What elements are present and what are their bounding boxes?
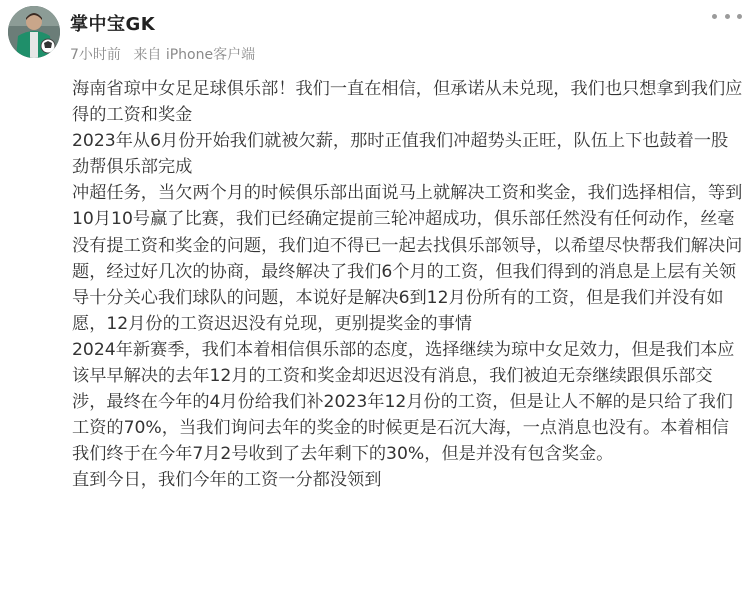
avatar[interactable] (8, 6, 60, 58)
post-paragraph: 2023年从6月份开始我们就被欠薪，那时正值我们冲超势头正旺，队伍上下也鼓着一股劲帮俱乐部完成 (72, 131, 729, 178)
post-paragraph: 冲超任务，当欠两个月的时候俱乐部出面说马上就解决工资和奖金，我们选择相信，等到10月10号赢了比赛，我们已经确定提前三轮冲超成功，俱乐部任然没有任何动作，丝毫没有提工资和奖金的问题，我们迫不得已一起去找俱乐部领导，以希望尽快帮我们解决问题，经过好几次的协商，最终解决了我们6个月的工资，但我们得到的消息是上层有关领导十分关心我们球队的问题，本说好是解决6到12月份所有的工资，但是我们并没有如愿，12月份的工资迟迟没有兑现，更别提奖金的事情 (72, 183, 743, 334)
goalkeeper-avatar-image (8, 6, 60, 58)
post-paragraph: 海南省琼中女足足球俱乐部！我们一直在相信，但承诺从未兑现，我们也只想拿到我们应得的工资和奖金 (72, 79, 743, 126)
post-meta (70, 44, 263, 64)
post-paragraph: 2024年新赛季，我们本着相信俱乐部的态度，选择继续为琼中女足效力，但是我们本应该早早解决的去年12月的工资和奖金却迟迟没有消息，我们被迫无奈继续跟俱乐部交涉，最终在今年的4月份给我们补2023年12月份的工资，但是让人不解的是只给了我们工资的70%，当我们询问去年的奖金的时候更是石沉大海，一点消息也没有。本着相信我们终于在今年7月2号收到了去年剩下的30%，但是并没有包含奖金。 (72, 339, 735, 465)
post-source: 来自 iPhone客户端 (133, 47, 256, 63)
post-body (72, 76, 744, 494)
dot (725, 14, 730, 19)
username[interactable]: 掌中宝GK (70, 14, 156, 35)
post-header (0, 0, 750, 78)
post-time: 7小时前 (70, 47, 121, 63)
more-dots-icon[interactable] (712, 8, 742, 24)
dot (712, 14, 717, 19)
dot (737, 14, 742, 19)
post-paragraph: 直到今日，我们今年的工资一分都没领到 (72, 470, 382, 491)
